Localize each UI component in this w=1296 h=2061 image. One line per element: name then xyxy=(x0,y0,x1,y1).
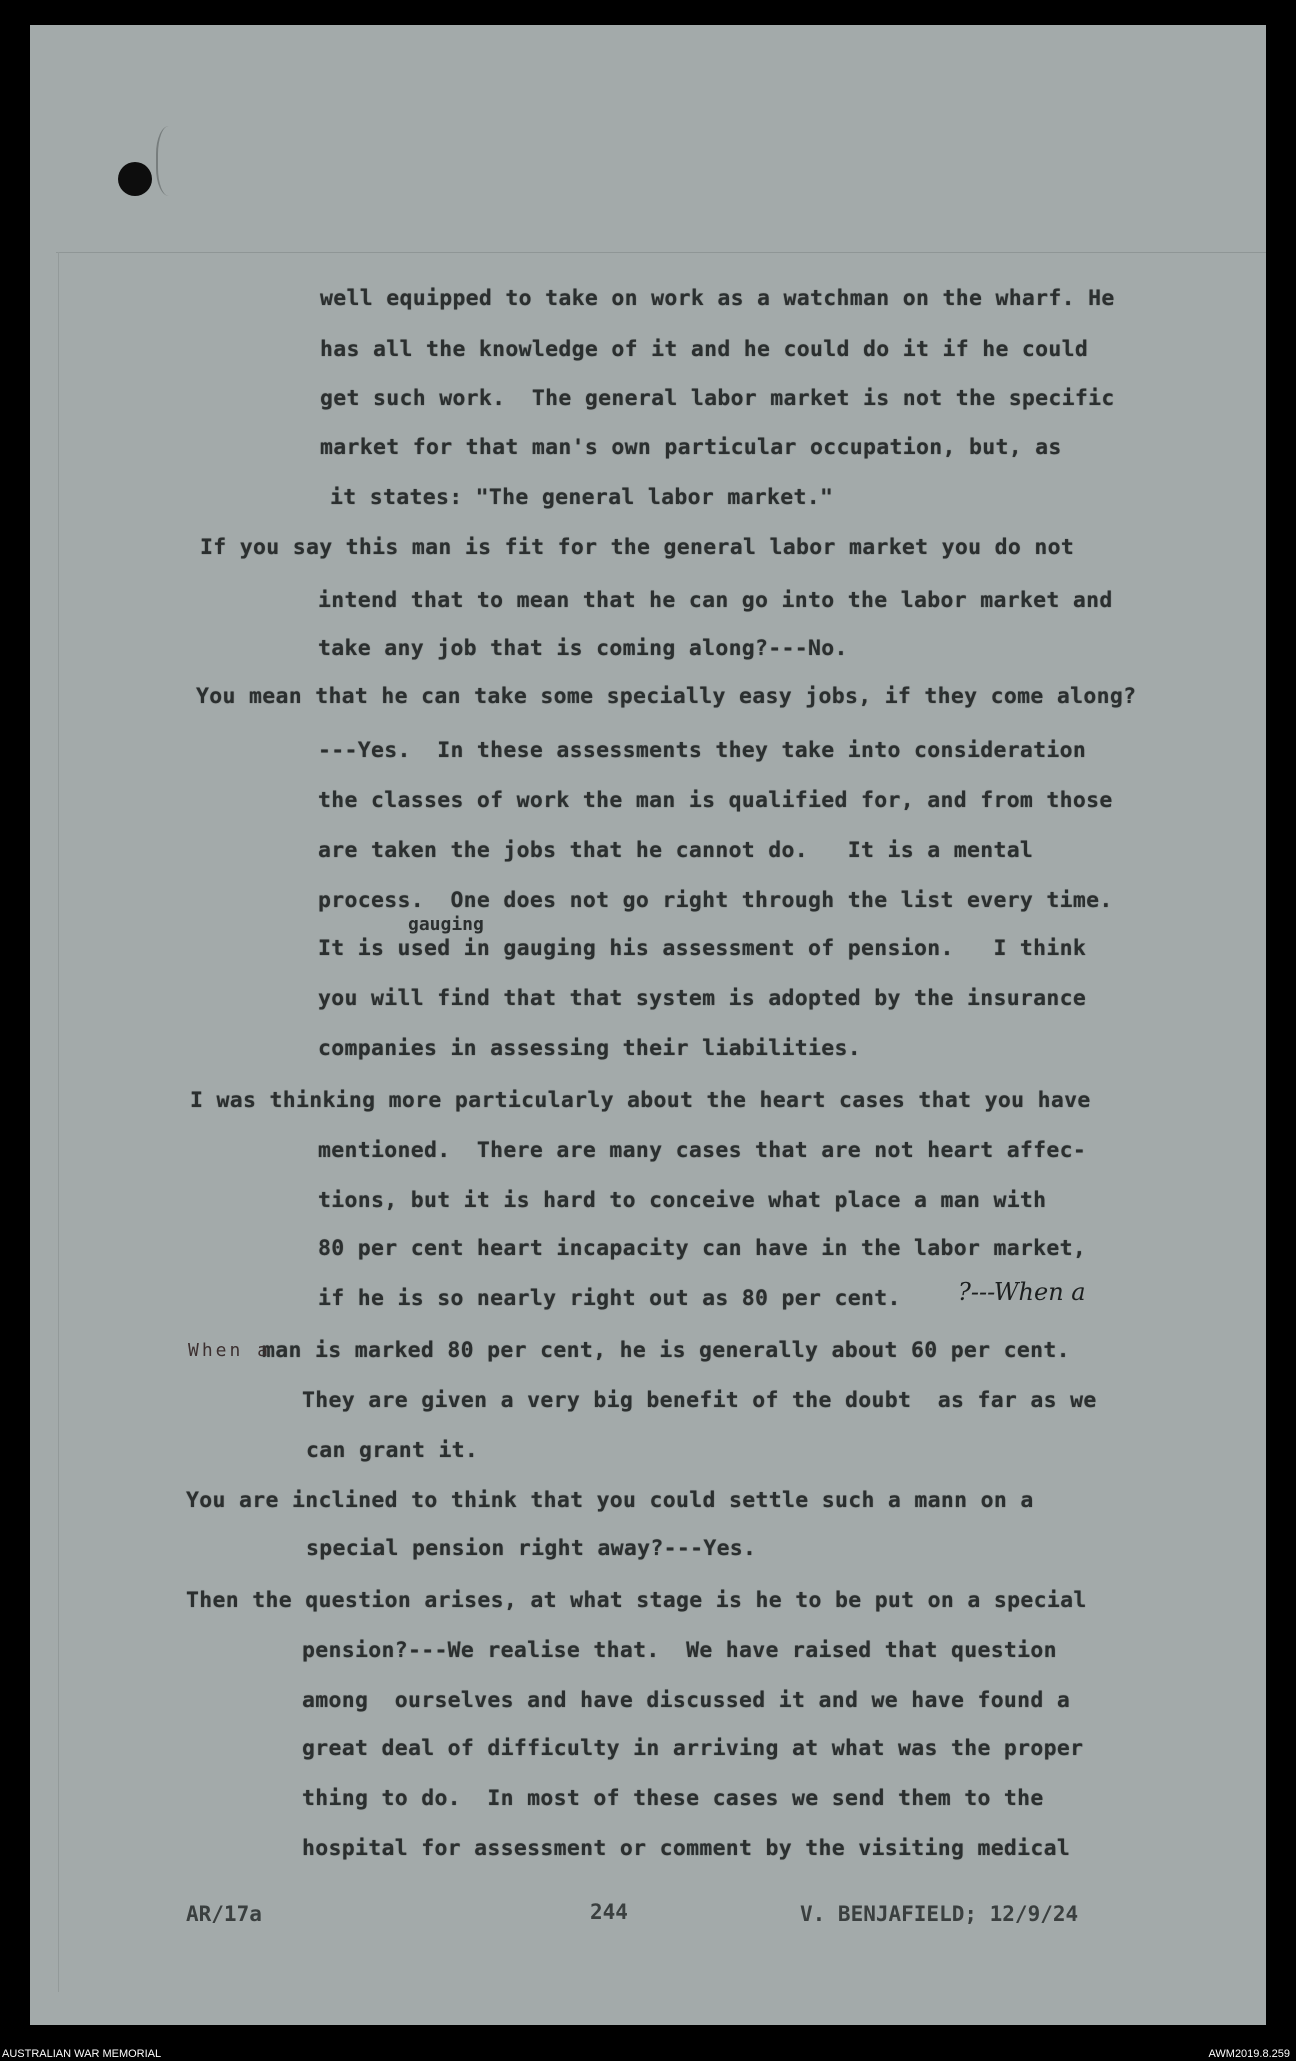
body-line: great deal of difficulty in arriving at what was the proper xyxy=(302,1736,1084,1761)
body-line: companies in assessing their liabilities. xyxy=(318,1036,862,1061)
body-line: can grant it. xyxy=(306,1438,479,1463)
body-line: ---Yes. In these assessments they take into consideration xyxy=(318,738,1087,763)
body-line: are taken the jobs that he cannot do. It is a mental xyxy=(318,838,1034,863)
archive-name: AUSTRALIAN WAR MEMORIAL xyxy=(2,2048,162,2060)
footer-page-number: 244 xyxy=(590,1900,628,1924)
body-line: special pension right away?---Yes. xyxy=(306,1536,757,1561)
body-line: tions, but it is hard to conceive what place a man with xyxy=(318,1188,1047,1213)
body-line: it states: "The general labor market." xyxy=(330,485,834,510)
footer-witness-date: V. BENJAFIELD; 12/9/24 xyxy=(800,1902,1079,1926)
body-line: man is marked 80 per cent, he is generally about 60 per cent. xyxy=(262,1338,1070,1363)
body-line: process. One does not go right through the list every time. xyxy=(318,888,1113,913)
punch-hole xyxy=(118,162,152,196)
body-line: the classes of work the man is qualified for, and from those xyxy=(318,788,1113,813)
body-line: thing to do. In most of these cases we send them to the xyxy=(302,1786,1044,1811)
body-line: well equipped to take on work as a watchman on the wharf. He xyxy=(320,286,1115,311)
body-line: hospital for assessment or comment by the visiting medical xyxy=(302,1836,1071,1861)
body-line: take any job that is coming along?---No. xyxy=(318,636,848,661)
body-line: has all the knowledge of it and he could do it if he could xyxy=(320,337,1089,362)
handwritten-annotation: ?---When a xyxy=(958,1278,1086,1306)
body-line: You mean that he can take some specially easy jobs, if they come along? xyxy=(196,684,1137,709)
document-page xyxy=(30,25,1266,2025)
body-line: get such work. The general labor market is not the specific xyxy=(320,386,1115,411)
body-line: pension?---We realise that. We have raised that question xyxy=(302,1638,1057,1663)
body-line: mentioned. There are many cases that are not heart affec- xyxy=(318,1138,1087,1163)
footer-reference: AR/17a xyxy=(186,1902,262,1926)
body-line: market for that man's own particular occupation, but, as xyxy=(320,435,1062,460)
struck-text: When a xyxy=(188,1340,272,1361)
body-line: I was thinking more particularly about the heart cases that you have xyxy=(190,1088,1091,1113)
body-line: They are given a very big benefit of the doubt as far as we xyxy=(302,1388,1097,1413)
body-line: 80 per cent heart incapacity can have in the labor market, xyxy=(318,1236,1087,1261)
body-line: if he is so nearly right out as 80 per cent. xyxy=(318,1286,901,1311)
body-line: intend that to mean that he can go into the labor market and xyxy=(318,588,1113,613)
fold-line-vertical xyxy=(58,252,59,1992)
typed-insertion: gauging xyxy=(408,914,484,935)
body-line: Then the question arises, at what stage is he to be put on a special xyxy=(186,1588,1087,1613)
fold-line-horizontal xyxy=(56,252,1266,253)
body-line: You are inclined to think that you could settle such a mann on a xyxy=(186,1488,1034,1513)
paper-tear xyxy=(156,126,188,196)
body-line: It is used in gauging his assessment of pension. I think xyxy=(318,936,1087,961)
body-line: you will find that that system is adopted by the insurance xyxy=(318,986,1087,1011)
archive-id: AWM2019.8.259 xyxy=(1208,2048,1290,2060)
body-line: If you say this man is fit for the general labor market you do not xyxy=(200,535,1075,560)
archive-strip xyxy=(0,2048,1296,2061)
body-line: among ourselves and have discussed it and we have found a xyxy=(302,1688,1071,1713)
